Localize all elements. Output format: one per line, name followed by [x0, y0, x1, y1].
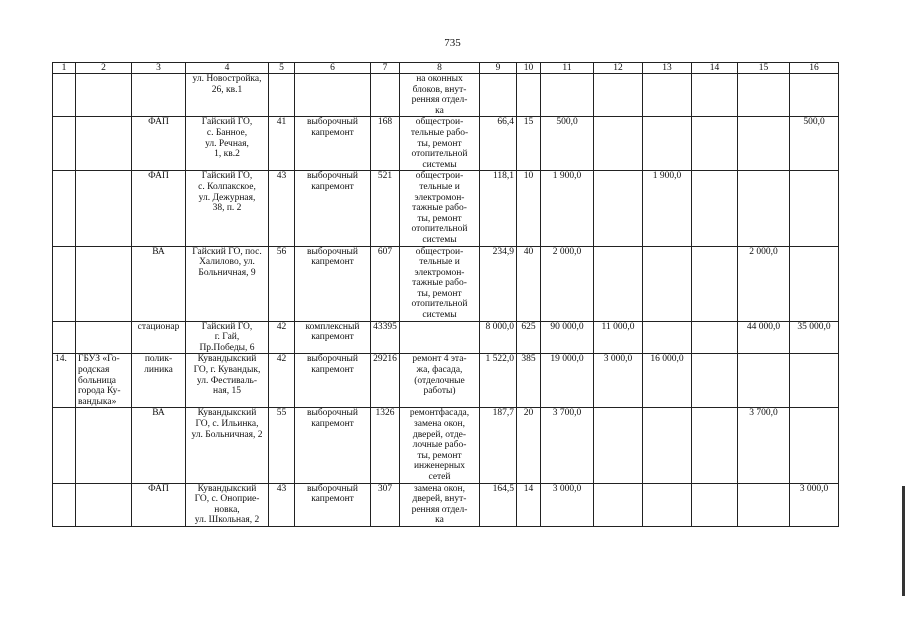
- cell-col-6: выборочный капремонт: [295, 246, 371, 321]
- column-number-7: 7: [371, 63, 400, 74]
- column-number-2: 2: [76, 63, 132, 74]
- cell-col-13: [643, 246, 692, 321]
- cell-col-12: 3 000,0: [594, 354, 643, 408]
- cell-col-16: [790, 74, 839, 117]
- cell-col-11: 90 000,0: [541, 321, 594, 354]
- cell-col-11: [541, 74, 594, 117]
- cell-col-2: [76, 246, 132, 321]
- cell-col-10: 20: [517, 408, 541, 483]
- cell-col-6: выборочный капремонт: [295, 354, 371, 408]
- table-row: [53, 483, 839, 526]
- cell-col-11: 1 900,0: [541, 171, 594, 246]
- cell-col-7: [371, 74, 400, 117]
- cell-col-3: полик- линика: [132, 354, 186, 408]
- page-number: 735: [444, 37, 461, 49]
- cell-col-12: [594, 246, 643, 321]
- cell-col-14: [692, 354, 738, 408]
- cell-col-6: комплексный капремонт: [295, 321, 371, 354]
- cell-col-15: [738, 171, 790, 246]
- cell-col-6: [295, 74, 371, 117]
- column-number-1: 1: [53, 63, 76, 74]
- cell-col-9: 164,5: [480, 483, 517, 526]
- cell-col-5: 41: [269, 117, 295, 171]
- cell-col-14: [692, 483, 738, 526]
- column-number-16: 16: [790, 63, 839, 74]
- cell-col-6: выборочный капремонт: [295, 117, 371, 171]
- cell-col-13: [643, 483, 692, 526]
- cell-col-4: Гайский ГО, с. Банное, ул. Речная, 1, кв.2: [186, 117, 269, 171]
- cell-col-16: [790, 354, 839, 408]
- cell-col-1: [53, 408, 76, 483]
- cell-col-9: 8 000,0: [480, 321, 517, 354]
- cell-col-2: [76, 171, 132, 246]
- cell-col-7: 607: [371, 246, 400, 321]
- cell-col-10: 625: [517, 321, 541, 354]
- cell-col-3: ВА: [132, 246, 186, 321]
- column-number-15: 15: [738, 63, 790, 74]
- cell-col-9: 1 522,0: [480, 354, 517, 408]
- column-number-10: 10: [517, 63, 541, 74]
- table-row: [53, 354, 839, 408]
- cell-col-16: 35 000,0: [790, 321, 839, 354]
- cell-col-5: 42: [269, 354, 295, 408]
- cell-col-7: 521: [371, 171, 400, 246]
- cell-col-9: [480, 74, 517, 117]
- table-row: [53, 74, 839, 117]
- cell-col-16: [790, 171, 839, 246]
- column-number-9: 9: [480, 63, 517, 74]
- cell-col-4: Кувандыкский ГО, г. Кувандык, ул. Фестиваль- ная, 15: [186, 354, 269, 408]
- cell-col-6: выборочный капремонт: [295, 408, 371, 483]
- cell-col-11: 3 700,0: [541, 408, 594, 483]
- works-table: [52, 62, 839, 527]
- cell-col-6: выборочный капремонт: [295, 171, 371, 246]
- column-number-5: 5: [269, 63, 295, 74]
- cell-col-8: [400, 321, 480, 354]
- column-number-3: 3: [132, 63, 186, 74]
- column-number-row: [53, 63, 839, 74]
- cell-col-5: 43: [269, 483, 295, 526]
- cell-col-9: 66,4: [480, 117, 517, 171]
- cell-col-14: [692, 408, 738, 483]
- table-row: [53, 171, 839, 246]
- cell-col-4: Кувандыкский ГО, с. Оноприе- новка, ул. Школьная, 2: [186, 483, 269, 526]
- cell-col-10: 15: [517, 117, 541, 171]
- cell-col-11: 3 000,0: [541, 483, 594, 526]
- cell-col-14: [692, 74, 738, 117]
- cell-col-8: ремонтфасада, замена окон, дверей, отде- лочные рабо- ты, ремонт инженерных сетей: [400, 408, 480, 483]
- cell-col-10: 40: [517, 246, 541, 321]
- cell-col-4: Гайский ГО, г. Гай, Пр.Победы, 6: [186, 321, 269, 354]
- cell-col-3: ФАП: [132, 483, 186, 526]
- table-row: [53, 408, 839, 483]
- cell-col-8: ремонт 4 эта- жа, фасада, (отделочные работы): [400, 354, 480, 408]
- cell-col-5: 56: [269, 246, 295, 321]
- cell-col-11: 2 000,0: [541, 246, 594, 321]
- cell-col-16: [790, 408, 839, 483]
- cell-col-12: 11 000,0: [594, 321, 643, 354]
- cell-col-4: Гайский ГО, с. Колпакское, ул. Дежурная, 38, п. 2: [186, 171, 269, 246]
- cell-col-4: Кувандыкский ГО, с. Ильинка, ул. Больничная, 2: [186, 408, 269, 483]
- cell-col-1: [53, 246, 76, 321]
- cell-col-15: [738, 74, 790, 117]
- cell-col-14: [692, 171, 738, 246]
- cell-col-5: [269, 74, 295, 117]
- cell-col-16: 3 000,0: [790, 483, 839, 526]
- cell-col-9: 187,7: [480, 408, 517, 483]
- cell-col-7: 43395: [371, 321, 400, 354]
- table-row: [53, 246, 839, 321]
- cell-col-2: [76, 117, 132, 171]
- column-number-8: 8: [400, 63, 480, 74]
- cell-col-10: [517, 74, 541, 117]
- cell-col-2: ГБУЗ «Го- родская больница города Ку- вандыка»: [76, 354, 132, 408]
- cell-col-5: 43: [269, 171, 295, 246]
- cell-col-8: общестрои- тельные и электромон- тажные рабо- ты, ремонт отопительной системы: [400, 171, 480, 246]
- cell-col-13: [643, 74, 692, 117]
- cell-col-9: 234,9: [480, 246, 517, 321]
- cell-col-10: 385: [517, 354, 541, 408]
- cell-col-7: 1326: [371, 408, 400, 483]
- cell-col-12: [594, 117, 643, 171]
- cell-col-11: 500,0: [541, 117, 594, 171]
- cell-col-3: стационар: [132, 321, 186, 354]
- cell-col-13: [643, 408, 692, 483]
- cell-col-5: 42: [269, 321, 295, 354]
- cell-col-12: [594, 483, 643, 526]
- cell-col-8: общестрои- тельные и электромон- тажные рабо- ты, ремонт отопительной системы: [400, 246, 480, 321]
- cell-col-8: на оконных блоков, внут- ренняя отдел- ка: [400, 74, 480, 117]
- cell-col-1: [53, 483, 76, 526]
- cell-col-2: [76, 408, 132, 483]
- cell-col-14: [692, 117, 738, 171]
- cell-col-16: [790, 246, 839, 321]
- cell-col-12: [594, 408, 643, 483]
- cell-col-8: замена окон, дверей, внут- ренняя отдел- ка: [400, 483, 480, 526]
- cell-col-5: 55: [269, 408, 295, 483]
- cell-col-14: [692, 246, 738, 321]
- cell-col-15: [738, 483, 790, 526]
- cell-col-15: 3 700,0: [738, 408, 790, 483]
- column-number-12: 12: [594, 63, 643, 74]
- cell-col-16: 500,0: [790, 117, 839, 171]
- cell-col-15: 2 000,0: [738, 246, 790, 321]
- column-number-14: 14: [692, 63, 738, 74]
- table-row: [53, 117, 839, 171]
- cell-col-1: [53, 74, 76, 117]
- cell-col-13: [643, 117, 692, 171]
- cell-col-13: 1 900,0: [643, 171, 692, 246]
- cell-col-3: ВА: [132, 408, 186, 483]
- cell-col-14: [692, 321, 738, 354]
- column-number-4: 4: [186, 63, 269, 74]
- cell-col-3: [132, 74, 186, 117]
- cell-col-10: 14: [517, 483, 541, 526]
- cell-col-3: ФАП: [132, 117, 186, 171]
- cell-col-15: 44 000,0: [738, 321, 790, 354]
- cell-col-2: [76, 483, 132, 526]
- cell-col-4: Гайский ГО, пос. Халилово, ул. Больничная, 9: [186, 246, 269, 321]
- cell-col-1: [53, 117, 76, 171]
- cell-col-13: 16 000,0: [643, 354, 692, 408]
- column-number-6: 6: [295, 63, 371, 74]
- cell-col-15: [738, 117, 790, 171]
- column-number-11: 11: [541, 63, 594, 74]
- cell-col-7: 29216: [371, 354, 400, 408]
- cell-col-12: [594, 74, 643, 117]
- cell-col-7: 168: [371, 117, 400, 171]
- cell-col-4: ул. Новостройка, 26, кв.1: [186, 74, 269, 117]
- cell-col-10: 10: [517, 171, 541, 246]
- cell-col-6: выборочный капремонт: [295, 483, 371, 526]
- cell-col-7: 307: [371, 483, 400, 526]
- cell-col-1: 14.: [53, 354, 76, 408]
- column-number-13: 13: [643, 63, 692, 74]
- cell-col-3: ФАП: [132, 171, 186, 246]
- cell-col-12: [594, 171, 643, 246]
- cell-col-2: [76, 321, 132, 354]
- cell-col-11: 19 000,0: [541, 354, 594, 408]
- cell-col-9: 118,1: [480, 171, 517, 246]
- cell-col-8: общестрои- тельные рабо- ты, ремонт отопительной системы: [400, 117, 480, 171]
- cell-col-1: [53, 321, 76, 354]
- cell-col-1: [53, 171, 76, 246]
- cell-col-2: [76, 74, 132, 117]
- table-row: [53, 321, 839, 354]
- cell-col-13: [643, 321, 692, 354]
- cell-col-15: [738, 354, 790, 408]
